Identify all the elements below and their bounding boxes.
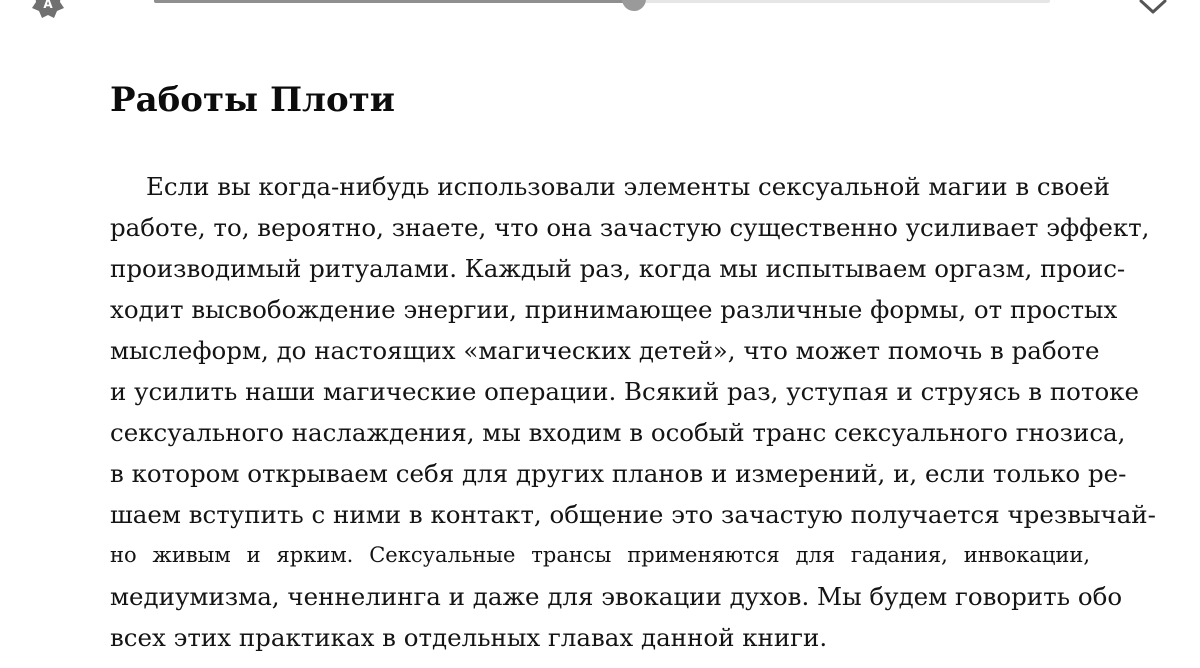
reading-progress-bar[interactable] [154, 0, 1050, 3]
reading-progress-thumb[interactable] [622, 0, 646, 11]
font-settings-icon[interactable] [30, 0, 66, 20]
reader-toolbar [0, 0, 1200, 24]
text-line: но живым и ярким. Сексуальные трансы применяются для гадания, инвокации, [110, 543, 1090, 567]
text-line: в котором открываем себя для других планов и измерений, и, если только ре- [110, 459, 1127, 488]
chapter-body [110, 166, 1156, 658]
text-line: медиумизма, ченнелинга и даже для эвокации духов. Мы будем говорить обо [110, 582, 1123, 611]
chapter-title: Работы Плоти [110, 80, 395, 120]
reading-progress-fill [154, 0, 634, 3]
text-line: и усилить наши магические операции. Всякий раз, уступая и струясь в потоке [110, 377, 1140, 406]
text-line: производимый ритуалами. Каждый раз, когда мы испытываем оргазм, проис- [110, 254, 1126, 283]
text-line: всех этих практиках в отдельных главах данной книги. [110, 623, 828, 652]
text-line: мыслеформ, до настоящих «магических детей», что может помочь в работе [110, 336, 1100, 365]
font-icon-letter: A [43, 0, 53, 11]
chevron-down-icon[interactable] [1138, 0, 1168, 16]
text-line: сексуального наслаждения, мы входим в особый транс сексуального гнозиса, [110, 418, 1126, 447]
text-line: Если вы когда-нибудь использовали элементы сексуальной магии в своей [146, 172, 1111, 201]
text-line: ходит высвобождение энергии, принимающее различные формы, от простых [110, 295, 1118, 324]
text-line: шаем вступить с ними в контакт, общение это зачастую получается чрезвычай- [110, 500, 1156, 529]
text-line: работе, то, вероятно, знаете, что она зачастую существенно усиливает эффект, [110, 213, 1150, 242]
